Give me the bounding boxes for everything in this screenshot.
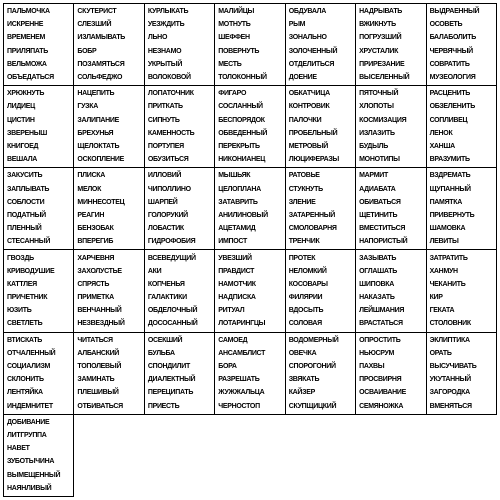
word-grid xyxy=(3,3,497,497)
word-item: ПРИТКАТЬ xyxy=(147,103,183,111)
grid-cell xyxy=(215,168,285,250)
grid-cell xyxy=(215,86,285,168)
word-item: СОСЛАННЫЙ xyxy=(218,103,263,111)
word-item: ПРАВДИСТ xyxy=(218,267,255,275)
word-item: ОБДУВАЛА xyxy=(288,8,327,16)
word-item: ЛЬНО xyxy=(147,34,168,42)
word-item: ЗАПЛЫВАТЬ xyxy=(7,185,50,193)
word-item: ЛИТГРУППА xyxy=(7,432,47,440)
grid-cell xyxy=(145,4,215,86)
word-item: ЗАЗЫВАТЬ xyxy=(359,254,397,262)
grid-cell xyxy=(427,250,497,332)
word-item: БЕСПОРЯДОК xyxy=(218,116,265,124)
word-item: НАЦЕПИТЬ xyxy=(77,90,115,98)
word-item: ОВЕЧКА xyxy=(288,349,317,357)
word-item: ПОЗАМЯТЬСЯ xyxy=(77,60,125,68)
word-item: СОЦИАЛИЗМ xyxy=(7,363,51,371)
word-item: ПОДАТНЫЙ xyxy=(7,211,46,219)
word-item: РЕАГИН xyxy=(77,211,105,219)
grid-cell xyxy=(356,333,426,415)
word-item: ОБЗЕЛЕНИТЬ xyxy=(429,103,475,111)
word-item: ДОСОСАННЫЙ xyxy=(147,320,198,328)
word-item: АКИ xyxy=(147,267,162,275)
word-item: НАПОРИСТЫЙ xyxy=(359,238,408,246)
grid-cell xyxy=(74,168,144,250)
word-item: ЛЕНТЯЙКА xyxy=(7,389,43,397)
word-item: ВЖИКНУТЬ xyxy=(359,21,396,29)
word-item: БАЛАБОЛИТЬ xyxy=(429,34,476,42)
word-item: КАМЕННОСТЬ xyxy=(147,129,195,137)
word-item: ВЕШАЛА xyxy=(7,156,38,164)
word-item: ОБВЕДЕННЫЙ xyxy=(218,129,268,137)
word-item: СОБЛОСТИ xyxy=(7,198,45,206)
word-item: СЛЕЗШИЙ xyxy=(77,21,112,29)
word-item: КАЙЗЕР xyxy=(288,389,315,397)
word-item: ЩЕЛОКТАТЬ xyxy=(77,142,120,150)
word-item: УЕЗЖДИТЬ xyxy=(147,21,185,29)
word-item: ЦЕЛОПЛАНА xyxy=(218,185,261,193)
word-item: ГАЛАКТИКИ xyxy=(147,294,187,302)
word-item: ЧИТАТЬСЯ xyxy=(77,336,113,344)
word-item: ЗВЕРЕНЫШ xyxy=(7,129,47,137)
word-item: ПРИМЕТКА xyxy=(77,294,114,302)
word-item: ЗАГОРОДКА xyxy=(429,389,470,397)
word-item: НАЯНЛИВЫЙ xyxy=(7,484,52,492)
word-item: СКУПЩИЦКИЙ xyxy=(288,402,337,410)
word-item: УКУТАННЫЙ xyxy=(429,376,471,384)
word-item: СЕМЯНОЖКА xyxy=(359,402,404,410)
word-item: ПЯТОЧНЫЙ xyxy=(359,90,399,98)
word-item: ЛЮЦИФЕРАЗЫ xyxy=(288,156,339,164)
word-item: ВМЕСТИТЬСЯ xyxy=(359,225,406,233)
word-item: ЗАЛИПАНИЕ xyxy=(77,116,120,124)
word-item: КНИГОЕД xyxy=(7,142,39,150)
word-item: ЛОТАРИНГЦЫ xyxy=(218,320,266,328)
word-item: ЛЕЙШМАНИЯ xyxy=(359,307,405,315)
grid-cell xyxy=(286,86,356,168)
word-item: СПОНДИЛИТ xyxy=(147,363,190,371)
grid-cell xyxy=(74,4,144,86)
word-item: МОТНУТЬ xyxy=(218,21,251,29)
grid-cell xyxy=(286,168,356,250)
word-item: ВРАЗУМИТЬ xyxy=(429,156,470,164)
word-item: МЕТРОВЫЙ xyxy=(288,142,329,150)
grid-cell xyxy=(286,250,356,332)
grid-cell xyxy=(4,333,74,415)
word-item: НАКАЗАТЬ xyxy=(359,294,395,302)
word-item: ЩЕТИНИТЬ xyxy=(359,211,398,219)
word-item: РИТУАЛ xyxy=(218,307,245,315)
grid-cell xyxy=(215,4,285,86)
word-item: ЗВЯКАТЬ xyxy=(288,376,320,384)
word-item: ОСЕКШИЙ xyxy=(147,336,183,344)
word-item: ОРАТЬ xyxy=(429,349,452,357)
word-item: ГВОЗДЬ xyxy=(7,254,34,262)
word-item: ВЫСУЧИВАТЬ xyxy=(429,363,477,371)
word-item: БУЛЬБА xyxy=(147,349,175,357)
word-item: СТЕСАННЫЙ xyxy=(7,238,51,246)
word-item: ОТЧАЛЕННЫЙ xyxy=(7,349,56,357)
word-item: КРИВОДУШИЕ xyxy=(7,267,55,275)
word-item: СПРЯСТЬ xyxy=(77,280,110,288)
word-item: ВЫМЕЩЕННЫЙ xyxy=(7,471,61,479)
word-item: АЛБАНСКИЙ xyxy=(77,349,120,357)
word-item: БОБР xyxy=(77,47,97,55)
word-item: ВОЛОКОВОЙ xyxy=(147,73,191,81)
word-item: ВДОСЫТЬ xyxy=(288,307,324,315)
grid-cell xyxy=(286,4,356,86)
word-item: НИКОНИАНЕЦ xyxy=(218,156,266,164)
word-item: ВЫСЕЛЕННЫЙ xyxy=(359,73,410,81)
word-item: ХАНМУН xyxy=(429,267,458,275)
word-item: ТОЛОКОННЫЙ xyxy=(218,73,267,81)
word-item: ТОПОЛЕВЫЙ xyxy=(77,363,122,371)
word-item: РАТОВЬЕ xyxy=(288,172,320,180)
word-item: РАСЦЕНИТЬ xyxy=(429,90,471,98)
word-item: НАДПИСКА xyxy=(218,294,256,302)
word-item: МЕЛОК xyxy=(77,185,102,193)
word-item: ВРЕМЕНЕМ xyxy=(7,34,46,42)
word-item: ЗАТАВРИТЬ xyxy=(218,198,258,206)
word-item: ПЛЕШИВЫЙ xyxy=(77,389,119,397)
word-item: КОСМИЗАЦИЯ xyxy=(359,116,407,124)
word-item: ОТБИВАТЬСЯ xyxy=(77,402,123,410)
word-item: НЕЛОМКИЙ xyxy=(288,267,327,275)
word-item: ЛОПАТОЧНИК xyxy=(147,90,194,98)
word-item: СКЛОНИТЬ xyxy=(7,376,44,384)
grid-cell xyxy=(427,333,497,415)
word-item: БЕНЗОБАК xyxy=(77,225,114,233)
word-item: ЗОНАЛЬНО xyxy=(288,34,327,42)
word-item: АНИЛИНОВЫЙ xyxy=(218,211,268,219)
word-item: ДОЕНИЕ xyxy=(288,73,317,81)
word-item: ПРОБЕЛЬНЫЙ xyxy=(288,129,338,137)
word-item: КАТТЛЕЯ xyxy=(7,280,37,288)
word-item: ПРОТЕК xyxy=(288,254,316,262)
word-item: ПАЛЬМОЧКА xyxy=(7,8,50,16)
word-item: ПЕРЕКРЫТЬ xyxy=(218,142,260,150)
word-item: ПРИЕСТЬ xyxy=(147,402,180,410)
grid-cell xyxy=(145,333,215,415)
word-item: ДИАЛЕКТНЫЙ xyxy=(147,376,196,384)
word-item: СКУТЕРИСТ xyxy=(77,8,117,16)
grid-cell xyxy=(4,250,74,332)
word-item: ОБКАТЧИЦА xyxy=(288,90,330,98)
word-item: СВЕТЛЕТЬ xyxy=(7,320,43,328)
grid-cell xyxy=(356,86,426,168)
grid-cell xyxy=(74,250,144,332)
word-item: ЗАКУСИТЬ xyxy=(7,172,43,180)
word-item: ПРИРЕЗАНИЕ xyxy=(359,60,405,68)
grid-cell xyxy=(215,250,285,332)
word-item: ПОВЕРНУТЬ xyxy=(218,47,260,55)
grid-cell xyxy=(215,333,285,415)
word-item: ВСЕВЕДУЩИЙ xyxy=(147,254,196,262)
word-item: ИНДЕМНИТЕТ xyxy=(7,402,53,410)
word-item: СОПЛИВЕЦ xyxy=(429,116,468,124)
grid-cell xyxy=(4,4,74,86)
word-item: ГУЗКА xyxy=(77,103,98,111)
word-item: ОБДЕЛОЧНЫЙ xyxy=(147,307,198,315)
word-item: ПОГРУЗШИЙ xyxy=(359,34,402,42)
word-item: ФИЛЯРИИ xyxy=(288,294,323,302)
word-item: ПРИЛЯПАТЬ xyxy=(7,47,49,55)
word-item: МЕСТЬ xyxy=(218,60,242,68)
word-item: СИПНУТЬ xyxy=(147,116,180,124)
word-item: САМОЕД xyxy=(218,336,248,344)
word-item: ИЗЛАМЫВАТЬ xyxy=(77,34,126,42)
word-item: ШАРПЕЙ xyxy=(147,198,178,206)
word-item: ШАМОВКА xyxy=(429,225,466,233)
word-item: РАЗРЕШАТЬ xyxy=(218,376,260,384)
word-item: СОЛЬФЕДЖО xyxy=(77,73,123,81)
word-item: КОНТРОВИК xyxy=(288,103,330,111)
word-item: ОБЪЕДАТЬСЯ xyxy=(7,73,54,81)
word-item: МОНОТИПЫ xyxy=(359,156,400,164)
word-item: СОВРАТИТЬ xyxy=(429,60,470,68)
word-item: ХАНША xyxy=(429,142,455,150)
word-item: ЮЗИТЬ xyxy=(7,307,32,315)
word-item: ВПЕРЕГИБ xyxy=(77,238,114,246)
grid-cell xyxy=(74,333,144,415)
word-item: НЕЗНАМО xyxy=(147,47,182,55)
word-item: ВТИСКАТЬ xyxy=(7,336,43,344)
word-item: ОСКОПЛЕНИЕ xyxy=(77,156,125,164)
grid-cell xyxy=(356,4,426,86)
word-item: МИННЕСОТЕЦ xyxy=(77,198,125,206)
word-item: ЗАХОЛУСТЬЕ xyxy=(77,267,122,275)
word-item: БОРА xyxy=(218,363,237,371)
grid-cell xyxy=(356,168,426,250)
word-item: ОСВАИВАНИЕ xyxy=(359,389,406,397)
word-item: ПАЛОЧКИ xyxy=(288,116,322,124)
word-item: ЗАМИНАТЬ xyxy=(77,376,115,384)
word-item: НЬЮСРУМ xyxy=(359,349,395,357)
word-item: ЩУПАННЫЙ xyxy=(429,185,471,193)
word-item: ЗУБОТЫЧИНА xyxy=(7,458,55,466)
word-item: ШИПОВКА xyxy=(359,280,394,288)
word-item: УВЕЗШИЙ xyxy=(218,254,252,262)
word-item: ИЛЛОВИЙ xyxy=(147,172,182,180)
grid-cell xyxy=(4,168,74,250)
word-item: ВРАСТАТЬСЯ xyxy=(359,320,403,328)
word-item: ЛЕНОК xyxy=(429,129,453,137)
word-item: ДОБИВАНИЕ xyxy=(7,418,50,426)
word-item: ПЕРЕЦИПАТЬ xyxy=(147,389,194,397)
word-item: МАЛИЙЦЫ xyxy=(218,8,255,16)
word-item: НЕЗВЕЗДНЫЙ xyxy=(77,320,125,328)
grid-cell xyxy=(427,86,497,168)
grid-cell xyxy=(4,415,74,497)
word-item: КОСОВАРЫ xyxy=(288,280,328,288)
word-item: ХЛОПОТЫ xyxy=(359,103,394,111)
word-item: КУРЛЫКАТЬ xyxy=(147,8,189,16)
word-item: ХРУСТАЛИК xyxy=(359,47,399,55)
word-item: ГЕКАТА xyxy=(429,307,455,315)
word-item: ОТДЕЛИТЬСЯ xyxy=(288,60,335,68)
word-item: ПРОСВИРНЯ xyxy=(359,376,402,384)
word-item: БУДЫЛЬ xyxy=(359,142,388,150)
word-item: БРЕХУНЬЯ xyxy=(77,129,114,137)
word-item: ПАМЯТКА xyxy=(429,198,463,206)
word-item: МАРМИТ xyxy=(359,172,388,180)
word-item: ЗЛЕНИЕ xyxy=(288,198,316,206)
word-item: ВЗДРЕМАТЬ xyxy=(429,172,471,180)
word-item: ПЛИСКА xyxy=(77,172,105,180)
word-item: ЧЕРВЯЧНЫЙ xyxy=(429,47,473,55)
grid-cell xyxy=(286,333,356,415)
word-item: ВМЕНЯТЬСЯ xyxy=(429,402,472,410)
word-item: ИМПОСТ xyxy=(218,238,247,246)
grid-cell xyxy=(74,86,144,168)
word-item: ЧЕРНОСТОП xyxy=(218,402,260,410)
word-item: МЫШЬЯК xyxy=(218,172,251,180)
word-item: КОПЧЕНЬЯ xyxy=(147,280,185,288)
word-item: МУЗЕОЛОГИЯ xyxy=(429,73,476,81)
word-item: ИЗЛАЗИТЬ xyxy=(359,129,395,137)
word-item: СПОРОГОНИЙ xyxy=(288,363,336,371)
word-item: ЛОБАСТИК xyxy=(147,225,184,233)
grid-cell xyxy=(427,4,497,86)
word-item: ЦИСТИН xyxy=(7,116,35,124)
word-item: ОГЛАШАТЬ xyxy=(359,267,397,275)
word-item: ПОРТУПЕЯ xyxy=(147,142,184,150)
word-item: НАВЕТ xyxy=(7,445,30,453)
word-item: ЗАТАРЕННЫЙ xyxy=(288,211,336,219)
word-item: ЛИДИЕЦ xyxy=(7,103,35,111)
word-item: ЧИПОЛЛИНО xyxy=(147,185,191,193)
word-item: АДИАБАТА xyxy=(359,185,396,193)
word-item: АЦЕТАМИД xyxy=(218,225,256,233)
grid-cell xyxy=(145,250,215,332)
word-item: СТОЛОВНИК xyxy=(429,320,471,328)
word-item: СМОЛОВАРНЯ xyxy=(288,225,337,233)
word-item: ЗАТРАТИТЬ xyxy=(429,254,468,262)
word-item: ГИДРОФОБИЯ xyxy=(147,238,196,246)
word-item: ВЕНЧАННЫЙ xyxy=(77,307,122,315)
word-item: ПРИЧЕТНИК xyxy=(7,294,48,302)
word-item: СТУКНУТЬ xyxy=(288,185,323,193)
word-item: УКРЫТЫЙ xyxy=(147,60,183,68)
word-item: ИСКРЕННЕ xyxy=(7,21,44,29)
word-item: ВЫДРАЕННЫЙ xyxy=(429,8,480,16)
grid-cell xyxy=(145,86,215,168)
word-item: ОПРОСТИТЬ xyxy=(359,336,401,344)
word-item: ОБИВАТЬСЯ xyxy=(359,198,401,206)
word-item: ЗОЛОЧЕННЫЙ xyxy=(288,47,338,55)
word-item: НАМОТЧИК xyxy=(218,280,256,288)
word-item: ЭКЛИПТИКА xyxy=(429,336,470,344)
word-item: ОСОВЕТЬ xyxy=(429,21,463,29)
word-item: КИР xyxy=(429,294,443,302)
word-item: ГОЛОРУКИЙ xyxy=(147,211,188,219)
word-item: ШЕФФЕН xyxy=(218,34,250,42)
word-item: ПАХВЫ xyxy=(359,363,385,371)
word-item: ХАРЧЕВНЯ xyxy=(77,254,115,262)
word-item: ЧЕКАНИТЬ xyxy=(429,280,466,288)
word-item: РЫМ xyxy=(288,21,306,29)
word-item: ПРИВЕРНУТЬ xyxy=(429,211,475,219)
word-item: ФИГАРО xyxy=(218,90,247,98)
word-item: ЛЕВИТЫ xyxy=(429,238,459,246)
grid-cell xyxy=(427,168,497,250)
grid-cell xyxy=(145,168,215,250)
grid-cell xyxy=(356,250,426,332)
word-item: ТРЕНЧИК xyxy=(288,238,320,246)
word-item: СОЛОВАЯ xyxy=(288,320,322,328)
grid-cell xyxy=(4,86,74,168)
word-item: ЖУЖЖАЛЬЦА xyxy=(218,389,265,397)
word-item: ВЕЛЬМОЖА xyxy=(7,60,47,68)
word-item: ПЛЕННЫЙ xyxy=(7,225,42,233)
word-item: ОБУЗИТЬСЯ xyxy=(147,156,189,164)
word-item: НАДРЫВАТЬ xyxy=(359,8,403,16)
word-item: АНСАМБЛИСТ xyxy=(218,349,266,357)
word-item: ВОДОМЕРНЫЙ xyxy=(288,336,339,344)
word-item: ХРЮКНУТЬ xyxy=(7,90,45,98)
